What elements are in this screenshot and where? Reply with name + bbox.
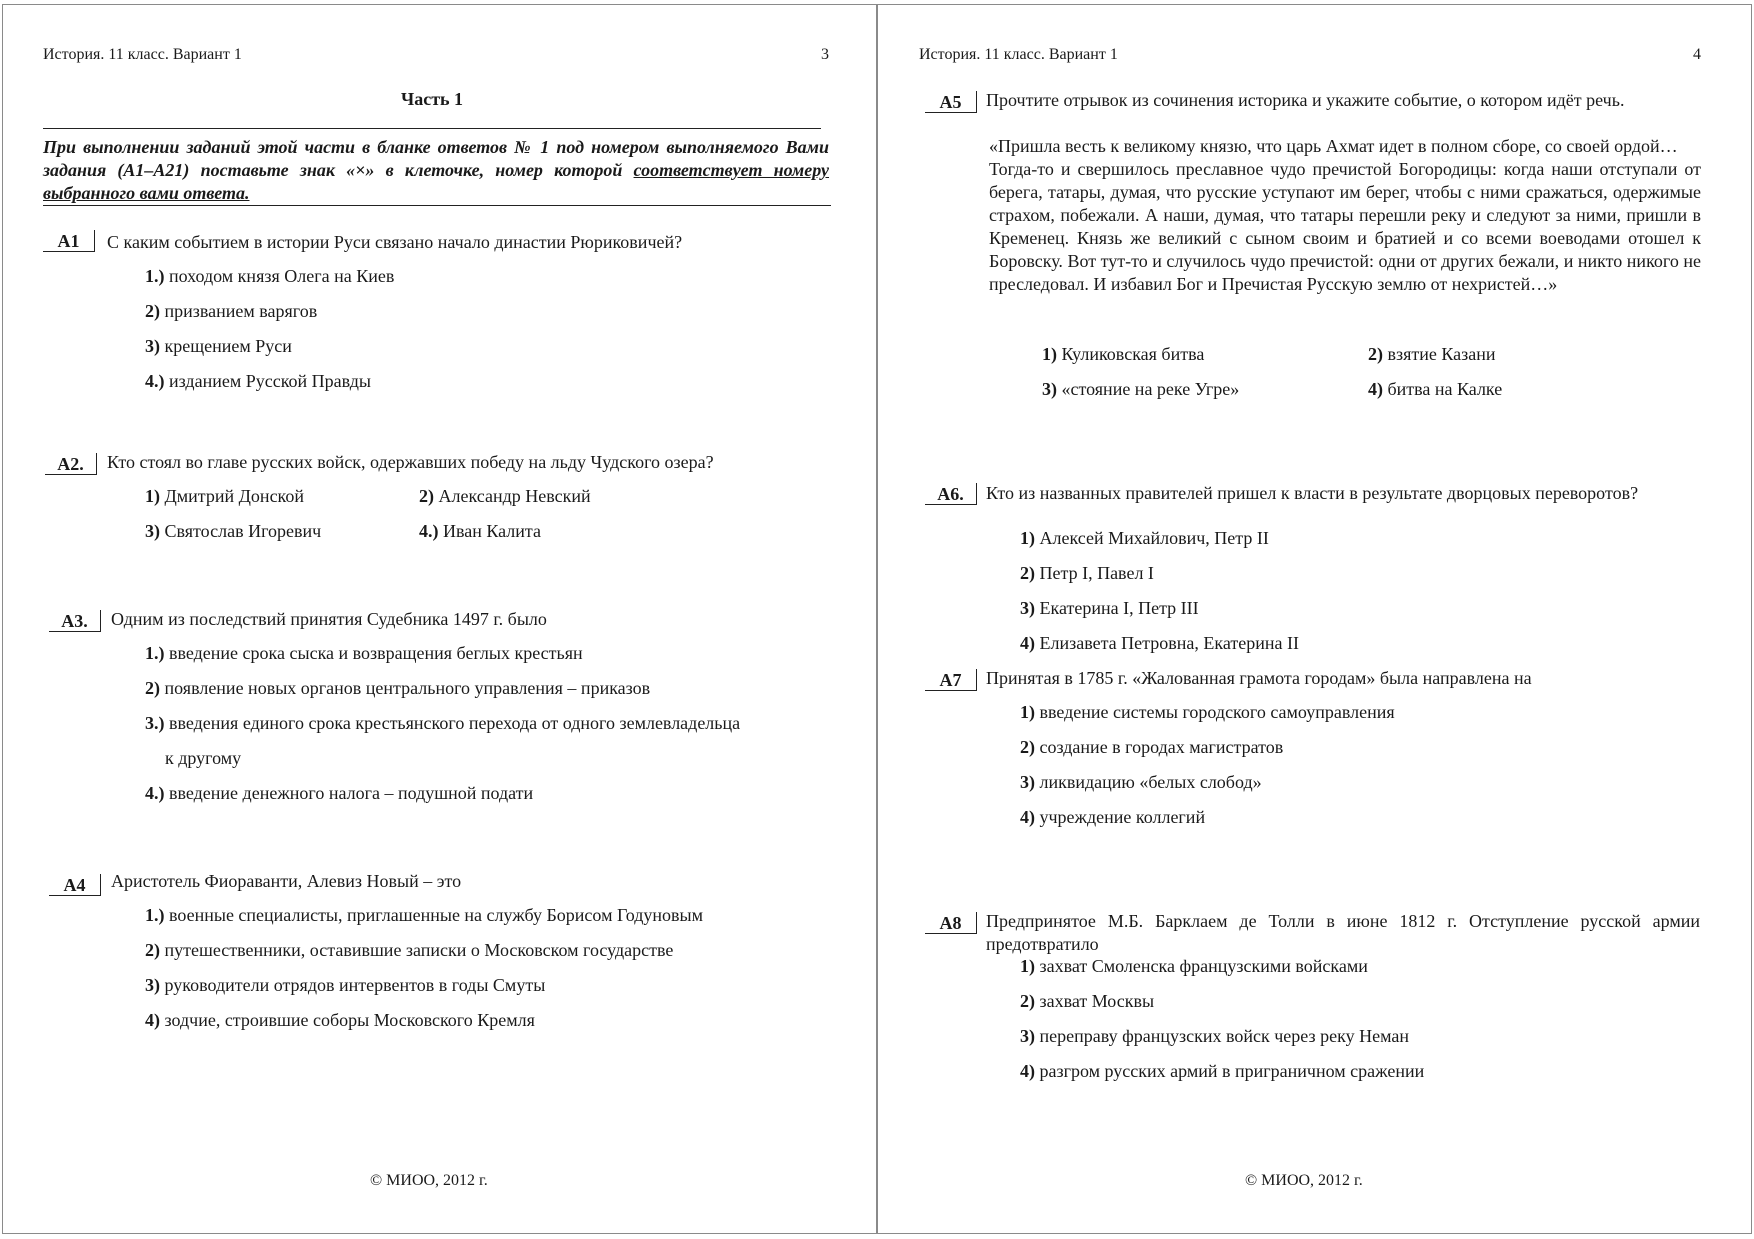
page-footer: © МИОО, 2012 г. xyxy=(370,1172,488,1189)
option-a6-1[interactable] xyxy=(1020,528,1269,549)
option-text: введение срока сыска и возвращения беглых крестьян xyxy=(169,643,583,663)
question-text-a4: Аристотель Фиораванти, Алевиз Новый – это xyxy=(111,871,462,891)
option-a6-3[interactable] xyxy=(1020,598,1199,619)
page-right xyxy=(877,4,1752,1234)
option-a8-2[interactable] xyxy=(1020,991,1154,1012)
part-title: Часть 1 xyxy=(401,89,464,109)
option-a4-2[interactable] xyxy=(145,940,673,961)
option-text: призванием варягов xyxy=(164,301,318,321)
instruction-text: При выполнении заданий этой части в бланке ответов № 1 под номером выполняемого Вами задания (А1–А21) поставьте знак «×» в клеточке, номер которой xyxy=(43,137,829,180)
option-number: 4) xyxy=(1368,379,1383,399)
option-number: 2) xyxy=(1368,344,1383,364)
option-a6-2[interactable] xyxy=(1020,563,1154,584)
option-a3-3-continuation xyxy=(165,748,241,769)
instruction-text-underlined: соответствует номеру выбранного вами ответа. xyxy=(43,160,830,203)
page-footer: © МИОО, 2012 г. xyxy=(1245,1172,1363,1189)
option-number: 3) xyxy=(145,336,160,356)
question-text-a8: Предпринятое М.Б. Барклаем де Толли в июне 1812 г. Отступление русской армии предотвратило xyxy=(986,911,1700,954)
option-a7-2[interactable] xyxy=(1020,737,1283,758)
question-text-a5: Прочтите отрывок из сочинения историка и укажите событие, о котором идёт речь. xyxy=(986,90,1625,110)
option-number: 2) xyxy=(1020,563,1035,583)
option-number: 2) xyxy=(1020,737,1035,757)
option-a2-4[interactable] xyxy=(419,521,541,542)
option-number: 4) xyxy=(145,1010,160,1030)
option-text: создание в городах магистратов xyxy=(1039,737,1284,757)
option-number: 2) xyxy=(145,678,160,698)
instruction-block xyxy=(43,136,829,205)
option-number: 1) xyxy=(145,486,160,506)
option-text: походом князя Олега на Киев xyxy=(169,266,395,286)
option-number: 2) xyxy=(145,301,160,321)
option-a3-4[interactable] xyxy=(145,783,533,804)
question-text-a1: С каким событием в истории Руси связано начало династии Рюриковичей? xyxy=(107,232,683,252)
option-a1-1[interactable] xyxy=(145,266,394,287)
option-text: путешественники, оставившие записки о Московском государстве xyxy=(164,940,674,960)
option-number: 1) xyxy=(1020,956,1035,976)
question-label-a8: А8 xyxy=(925,912,977,934)
passage-paragraph: «Пришла весть к великому князю, что царь Ахмат идет в полном сборе, со своей ордой… xyxy=(989,136,1678,156)
option-text: Святослав Игоревич xyxy=(164,521,322,541)
option-number: 2) xyxy=(1020,991,1035,1011)
option-text: Дмитрий Донской xyxy=(164,486,305,506)
option-text: переправу французских войск через реку Неман xyxy=(1039,1026,1409,1046)
question-label-a2: А2. xyxy=(45,453,97,475)
option-number: 4.) xyxy=(419,521,439,541)
option-number: 3.) xyxy=(145,713,165,733)
option-number: 1.) xyxy=(145,266,165,286)
option-a2-2[interactable] xyxy=(419,486,591,507)
option-text: Иван Калита xyxy=(443,521,541,541)
option-a1-2[interactable] xyxy=(145,301,317,322)
question-label-a4: А4 xyxy=(49,874,101,896)
option-a8-1[interactable] xyxy=(1020,956,1368,977)
option-text: изданием Русской Правды xyxy=(169,371,371,391)
option-number: 2) xyxy=(145,940,160,960)
option-text: «стояние на реке Угре» xyxy=(1061,379,1240,399)
option-a2-3[interactable] xyxy=(145,521,321,542)
option-a2-1[interactable] xyxy=(145,486,304,507)
option-number: 3) xyxy=(145,521,160,541)
option-number: 3) xyxy=(1020,772,1035,792)
option-text: разгром русских армий в приграничном сражении xyxy=(1039,1061,1425,1081)
option-text: введения единого срока крестьянского перехода от одного землевладельца xyxy=(169,713,741,733)
option-text: Александр Невский xyxy=(438,486,591,506)
divider-top xyxy=(43,128,821,129)
option-number: 4) xyxy=(1020,807,1035,827)
option-a3-2[interactable] xyxy=(145,678,650,699)
option-a7-3[interactable] xyxy=(1020,772,1262,793)
option-a5-2[interactable] xyxy=(1368,344,1496,365)
option-text: захват Смоленска французскими войсками xyxy=(1039,956,1368,976)
option-number: 1.) xyxy=(145,643,165,663)
page-number: 3 xyxy=(821,46,829,63)
option-a4-3[interactable] xyxy=(145,975,545,996)
question-label-a1: А1 xyxy=(43,230,95,252)
question-label-a7: А7 xyxy=(925,669,977,691)
question-label-a5: А5 xyxy=(925,91,977,113)
page-header: История. 11 класс. Вариант 1 xyxy=(43,46,242,63)
option-number: 1) xyxy=(1020,702,1035,722)
option-a8-3[interactable] xyxy=(1020,1026,1409,1047)
option-text: ликвидацию «белых слобод» xyxy=(1039,772,1262,792)
passage-a5 xyxy=(989,135,1701,296)
option-text: зодчие, строившие соборы Московского Кремля xyxy=(164,1010,535,1030)
passage-paragraph: Тогда-то и свершилось преславное чудо пречистой Богородицы: когда наши отступали от берега, татары, думая, что русские уступают им берег, чтобы с ними сражаться, одержимые страхом, побежали. А наши, думая, что татары перешли реку и следуют за ними, пришли в Кременец. Князь же великий с сыном своим и братией и со всеми воеводами отошел к Боровску. Вот тут-то и случилось чудо пречистой: одни от других бежали, и никто никого не преследовал. И избавил Бог и Пречистая Русскую землю от нехристей…» xyxy=(989,159,1701,294)
option-number: 2) xyxy=(419,486,434,506)
option-number: 3) xyxy=(1042,379,1057,399)
question-text-a6: Кто из названных правителей пришел к власти в результате дворцовых переворотов? xyxy=(986,483,1639,503)
option-a5-3[interactable] xyxy=(1042,379,1239,400)
option-number: 1) xyxy=(1020,528,1035,548)
option-a5-4[interactable] xyxy=(1368,379,1502,400)
option-number: 4.) xyxy=(145,783,165,803)
option-text: военные специалисты, приглашенные на службу Борисом Годуновым xyxy=(169,905,704,925)
option-a8-4[interactable] xyxy=(1020,1061,1424,1082)
option-number: 3) xyxy=(1020,598,1035,618)
option-text: Куликовская битва xyxy=(1061,344,1205,364)
page-header: История. 11 класс. Вариант 1 xyxy=(919,46,1118,63)
option-a7-1[interactable] xyxy=(1020,702,1395,723)
option-number: 1) xyxy=(1042,344,1057,364)
option-text: Елизавета Петровна, Екатерина II xyxy=(1039,633,1299,653)
option-a5-1[interactable] xyxy=(1042,344,1204,365)
option-number: 4) xyxy=(1020,633,1035,653)
option-text: введение денежного налога – подушной подати xyxy=(169,783,534,803)
option-text: к другому xyxy=(165,748,242,768)
page-number: 4 xyxy=(1693,46,1701,63)
question-label-a6: А6. xyxy=(925,483,977,505)
option-a3-3[interactable] xyxy=(145,713,740,734)
option-a6-4[interactable] xyxy=(1020,633,1299,654)
question-text-a3: Одним из последствий принятия Судебника 1497 г. было xyxy=(111,609,547,629)
divider-bottom xyxy=(43,205,831,206)
option-text: крещением Руси xyxy=(164,336,292,356)
option-text: появление новых органов центрального управления – приказов xyxy=(164,678,651,698)
option-a4-4[interactable] xyxy=(145,1010,535,1031)
option-a1-3[interactable] xyxy=(145,336,292,357)
option-text: руководители отрядов интервентов в годы Смуты xyxy=(164,975,546,995)
option-text: Петр I, Павел I xyxy=(1039,563,1154,583)
option-a4-1[interactable] xyxy=(145,905,703,926)
option-number: 3) xyxy=(1020,1026,1035,1046)
option-text: захват Москвы xyxy=(1039,991,1155,1011)
page-left xyxy=(2,4,877,1234)
option-number: 1.) xyxy=(145,905,165,925)
option-text: учреждение коллегий xyxy=(1039,807,1206,827)
option-number: 4.) xyxy=(145,371,165,391)
option-text: взятие Казани xyxy=(1387,344,1496,364)
option-number: 3) xyxy=(145,975,160,995)
option-a3-1[interactable] xyxy=(145,643,583,664)
question-text-a2: Кто стоял во главе русских войск, одержавших победу на льду Чудского озера? xyxy=(107,452,714,472)
option-a7-4[interactable] xyxy=(1020,807,1205,828)
option-text: введение системы городского самоуправления xyxy=(1039,702,1395,722)
question-label-a3: А3. xyxy=(49,610,101,632)
option-a1-4[interactable] xyxy=(145,371,371,392)
option-text: Алексей Михайлович, Петр II xyxy=(1039,528,1269,548)
option-text: битва на Калке xyxy=(1387,379,1503,399)
question-text-a7: Принятая в 1785 г. «Жалованная грамота городам» была направлена на xyxy=(986,668,1532,688)
option-text: Екатерина I, Петр III xyxy=(1039,598,1199,618)
option-number: 4) xyxy=(1020,1061,1035,1081)
